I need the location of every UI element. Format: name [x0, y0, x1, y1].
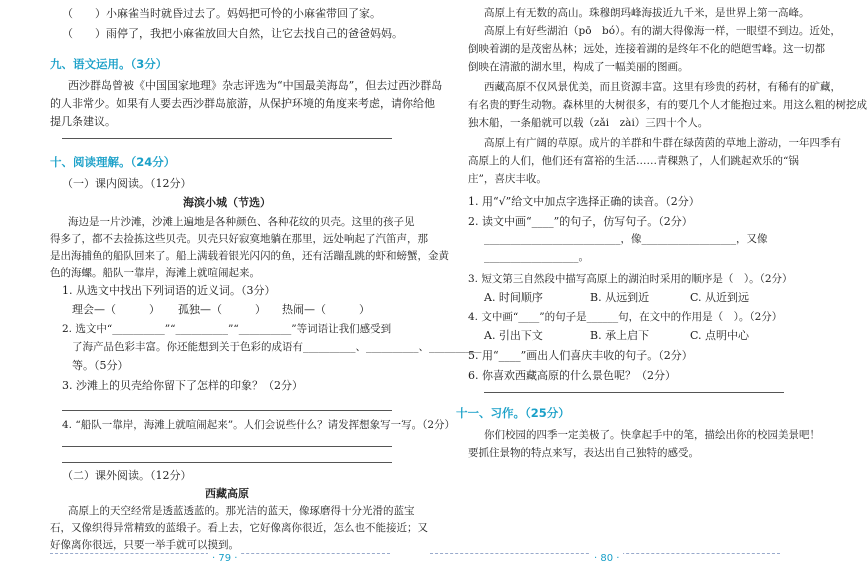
part-1-title: 海滨小城（节选） — [183, 196, 271, 209]
text-line-3: 倒映着湖的是茂密丛林；远处，连接着湖的是终年不化的皑皑雪峰。这一切都 — [468, 43, 825, 55]
text-line-7: 独木船，一条船就可以载（zǎi zài）三四十个人。 — [468, 117, 709, 129]
section-11-heading: 十一、习作。（25分） — [456, 406, 570, 420]
q4-option-c[interactable]: C. 点明中心 — [690, 329, 750, 342]
question-4: 4. “船队一靠岸，海滩上就喧闹起来”。人们会说些什么？请发挥想象写一写。（2分） — [62, 419, 456, 431]
question-2-c[interactable]: __________________。 — [484, 251, 589, 263]
q4-option-a[interactable]: A. 引出下文 — [484, 329, 543, 342]
text-line-8: 高原上有广阔的草原。成片的羊群和牛群在绿茵茵的草地上游动，一年四季有 — [484, 137, 841, 149]
part-2-title: 西藏高原 — [205, 487, 249, 500]
section-9-heading: 九、语文运用。（3分） — [50, 57, 168, 71]
right-page — [400, 0, 867, 566]
text-line-10: 庄”，喜庆丰收。 — [468, 173, 547, 185]
text-line-4: 倒映在清澈的湖水里，构成了一幅美丽的图画。 — [468, 61, 689, 73]
section-11-line-2: 要抓住景物的特点来写，表达出自己独特的感受。 — [468, 447, 699, 459]
page-number: · 79 · — [208, 553, 241, 564]
question-2-b: 了海产品色彩丰富。你还能想到关于色彩的成语有__________、__________、__________ — [72, 341, 482, 353]
part-1-label: （一）课内阅读。（12分） — [62, 177, 192, 190]
part-1-line-4: 色的海螺。船队一靠岸，海滩上就喧闹起来。 — [50, 267, 260, 279]
order-item-2: （ ）雨停了，我把小麻雀放回大自然，让它去找自己的爸爸妈妈。 — [62, 27, 403, 40]
text-line-5: 西藏高原不仅风景优美，而且资源丰富。这里有珍贵的药材，有稀有的矿藏， — [484, 81, 841, 93]
part-2-line-1: 高原上的天空经常是透蓝透蓝的。那光洁的蓝天，像琢磨得十分光滑的蓝宝 — [68, 505, 415, 517]
question-3: 3. 短文第三自然段中描写高原上的湖泊时采用的顺序是（ ）。（2分） — [468, 273, 793, 285]
synonym-2[interactable]: 孤独—（ ） — [178, 303, 266, 316]
question-1: 1. 用“√”给文中加点字选择正确的读音。（2分） — [468, 195, 700, 208]
question-1: 1. 从选文中找出下列词语的近义词。（3分） — [62, 284, 276, 297]
answer-line[interactable] — [62, 410, 392, 411]
text-line-9: 高原上的人们，他们还有富裕的生活……青稞熟了，人们跳起欢乐的“锅 — [468, 155, 799, 167]
part-2-line-3: 好像离你很远，只要一举手就可以摸到。 — [50, 539, 239, 551]
answer-line[interactable] — [62, 446, 392, 447]
part-1-line-2: 得多了，都不去捡拣这些贝壳。贝壳只好寂寞地躺在那里，远处响起了汽笛声，那 — [50, 233, 428, 245]
text-line-1: 高原上有无数的高山。珠穆朗玛峰海拔近九千米，是世界上第一高峰。 — [484, 7, 810, 19]
question-6: 6. 你喜欢西藏高原的什么景色呢？（2分） — [468, 369, 676, 382]
question-2-c: 等。（5分） — [72, 359, 129, 372]
part-1-line-1: 海边是一片沙滩，沙滩上遍地是各种颜色、各种花纹的贝壳。这里的孩子见 — [68, 216, 415, 228]
q4-option-b[interactable]: B. 承上启下 — [590, 329, 650, 342]
part-2-label: （二）课外阅读。（12分） — [62, 469, 192, 482]
section-9-line-1: 西沙群岛曾被《中国国家地理》杂志评选为“中国最美海岛”，但去过西沙群岛 — [68, 79, 443, 92]
question-3: 3. 沙滩上的贝壳给你留下了怎样的印象？（2分） — [62, 379, 303, 392]
question-4: 4. 文中画“____”的句子是______句，在文中的作用是（ ）。（2分） — [468, 311, 783, 323]
question-2-b[interactable]: __________________________，像__________________，又像 — [484, 233, 768, 245]
q3-option-b[interactable]: B. 从远到近 — [590, 291, 650, 304]
section-9-line-3: 提几条建议。 — [50, 115, 116, 128]
section-10-heading: 十、阅读理解。（24分） — [50, 155, 176, 169]
synonym-1[interactable]: 理会—（ ） — [72, 303, 160, 316]
text-line-6: 有名贵的野生动物。森林里的大树很多，有的要几个人才能抱过来。用这么粗的树挖成 — [468, 99, 867, 111]
question-5: 5. 用“____”画出人们喜庆丰收的句子。（2分） — [468, 349, 693, 362]
answer-line[interactable] — [484, 392, 784, 393]
q3-option-c[interactable]: C. 从近到远 — [690, 291, 750, 304]
section-11-line-1: 你们校园的四季一定美极了。快拿起手中的笔，描绘出你的校园美景吧！ — [484, 429, 820, 441]
question-2-a: 2. 读文中画“____”的句子，仿写句子。（2分） — [468, 215, 693, 228]
page-number: · 80 · — [590, 553, 623, 564]
q3-option-a[interactable]: A. 时间顺序 — [484, 291, 543, 304]
text-line-2: 高原上有好些湖泊（pō bó）。有的湖大得像海一样，一眼望不到边。近处， — [484, 25, 841, 37]
synonym-3[interactable]: 热闹—（ ） — [282, 303, 370, 316]
answer-line[interactable] — [62, 462, 392, 463]
part-1-line-3: 是出海捕鱼的船队回来了。船上满载着银光闪闪的鱼，还有活蹦乱跳的虾和螃蟹，金黄 — [50, 250, 449, 262]
section-9-line-2: 的人非常少。如果有人要去西沙群岛旅游，从保护环境的角度来考虑，请你给他 — [50, 97, 435, 110]
question-2-a: 2. 选文中“__________”“__________”“__________”等词语让我们感受到 — [62, 323, 392, 335]
part-2-line-2: 石，又像织得异常精致的蓝缎子。看上去，它好像离你很近，怎么也不能接近；又 — [50, 522, 428, 534]
answer-line[interactable] — [62, 138, 392, 139]
order-item-1: （ ）小麻雀当时就昏过去了。妈妈把可怜的小麻雀带回了家。 — [62, 7, 381, 20]
